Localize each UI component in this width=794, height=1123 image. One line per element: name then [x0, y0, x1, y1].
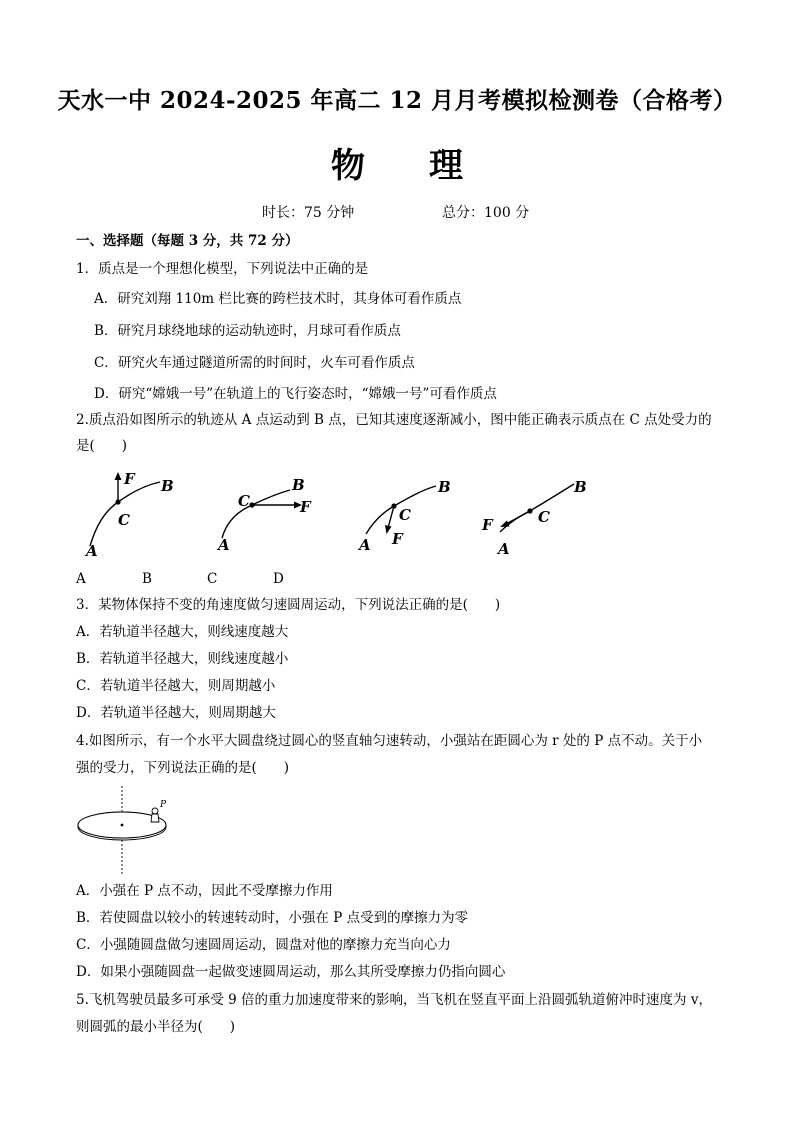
q1-option-d: D．研究“嫦娥一号”在轨道上的飞行姿态时，“嫦娥一号”可看作质点: [94, 386, 497, 402]
q2d-label-c: C: [538, 508, 550, 526]
exam-title: 天水一中 2024-2025 年高二 12 月月考模拟检测卷（合格考）: [57, 87, 737, 114]
q1-option-a: A．研究刘翔 110m 栏比赛的跨栏技术时，其身体可看作质点: [94, 291, 462, 307]
q2-choice-a: A: [76, 571, 86, 587]
q3-stem: 3．某物体保持不变的角速度做匀速圆周运动，下列说法正确的是( ): [76, 597, 501, 613]
q2b-label-c: C: [238, 492, 250, 510]
q1-option-c: C．研究火车通过隧道所需的时间时，火车可看作质点: [94, 355, 415, 371]
q2a-label-b: B: [161, 477, 174, 495]
q3-option-a: A．若轨道半径越大，则线速度越大: [76, 624, 289, 640]
q2d-label-a: A: [498, 540, 510, 558]
q2a-label-f: F: [124, 470, 135, 488]
q2c-label-f: F: [392, 530, 403, 548]
q4-option-a: A．小强在 P 点不动，因此不受摩擦力作用: [76, 883, 333, 899]
q4-stem-line2: 强的受力，下列说法正确的是( ): [76, 760, 290, 776]
subject-char-2: 理: [429, 146, 463, 186]
q2b-label-f: F: [300, 498, 311, 516]
q3-option-d: D．若轨道半径越大，则周期越大: [76, 705, 276, 721]
q3-option-c: C．若轨道半径越大，则周期越小: [76, 678, 276, 694]
section-heading: 一、选择题（每题 3 分，共 72 分）: [76, 233, 299, 249]
q4-label-p: P: [160, 800, 167, 810]
q2-choice-b: B: [142, 571, 152, 587]
q4-option-d: D．如果小强随圆盘一起做变速圆周运动，那么其所受摩擦力仍指向圆心: [76, 964, 506, 980]
q3-option-b: B．若轨道半径越大，则线速度越小: [76, 651, 289, 667]
q2a-label-a: A: [86, 542, 98, 560]
q2d-label-f: F: [482, 516, 493, 534]
q2c-label-b: B: [438, 478, 451, 496]
q1-option-b: B．研究月球绕地球的运动轨迹时，月球可看作质点: [94, 323, 401, 339]
q2b-label-a: A: [218, 536, 230, 554]
q2-stem-line2: 是( ): [76, 438, 128, 454]
q2-figure-a: [84, 468, 194, 560]
q2c-label-c: C: [399, 506, 411, 524]
q2d-label-b: B: [574, 478, 587, 496]
q2-figure-b: [212, 468, 322, 560]
q4-option-b: B．若使圆盘以较小的转速转动时，小强在 P 点受到的摩擦力为零: [76, 910, 469, 926]
q4-option-c: C．小强随圆盘做匀速圆周运动，圆盘对他的摩擦力充当向心力: [76, 937, 451, 953]
person-icon: [151, 808, 159, 822]
q2a-label-c: C: [118, 511, 130, 529]
q4-stem-line1: 4.如图所示，有一个水平大圆盘绕过圆心的竖直轴匀速转动，小强站在距圆心为 r 处的 P 点不动。关于小: [76, 733, 703, 749]
q2-choice-c: C: [207, 571, 218, 587]
q5-stem-line2: 则圆弧的最小半径为( ): [76, 1019, 236, 1035]
q2-choice-d: D: [273, 571, 284, 587]
subject-heading: [0, 138, 794, 187]
q2b-label-b: B: [292, 476, 305, 494]
q4-disc-figure: [72, 786, 182, 874]
exam-meta: [262, 202, 530, 222]
q5-stem-line1: 5.飞机驾驶员最多可承受 9 倍的重力加速度带来的影响，当飞机在竖直平面上沿圆弧轨道俯冲时速度为 v，: [76, 992, 712, 1008]
subject-char-1: 物: [331, 146, 365, 186]
exam-time: 时长：75 分钟: [262, 205, 355, 221]
q2c-label-a: A: [359, 536, 371, 554]
exam-total: 总分：100 分: [442, 205, 530, 221]
q2-figure-c: [356, 468, 466, 560]
q2-figure-d: [478, 468, 598, 560]
q2-stem-line1: 2.质点沿如图所示的轨迹从 A 点运动到 B 点，已知其速度逐渐减小，图中能正确表示质点在 C 点处受力的: [76, 412, 712, 428]
q1-stem: 1．质点是一个理想化模型，下列说法中正确的是: [76, 261, 369, 277]
